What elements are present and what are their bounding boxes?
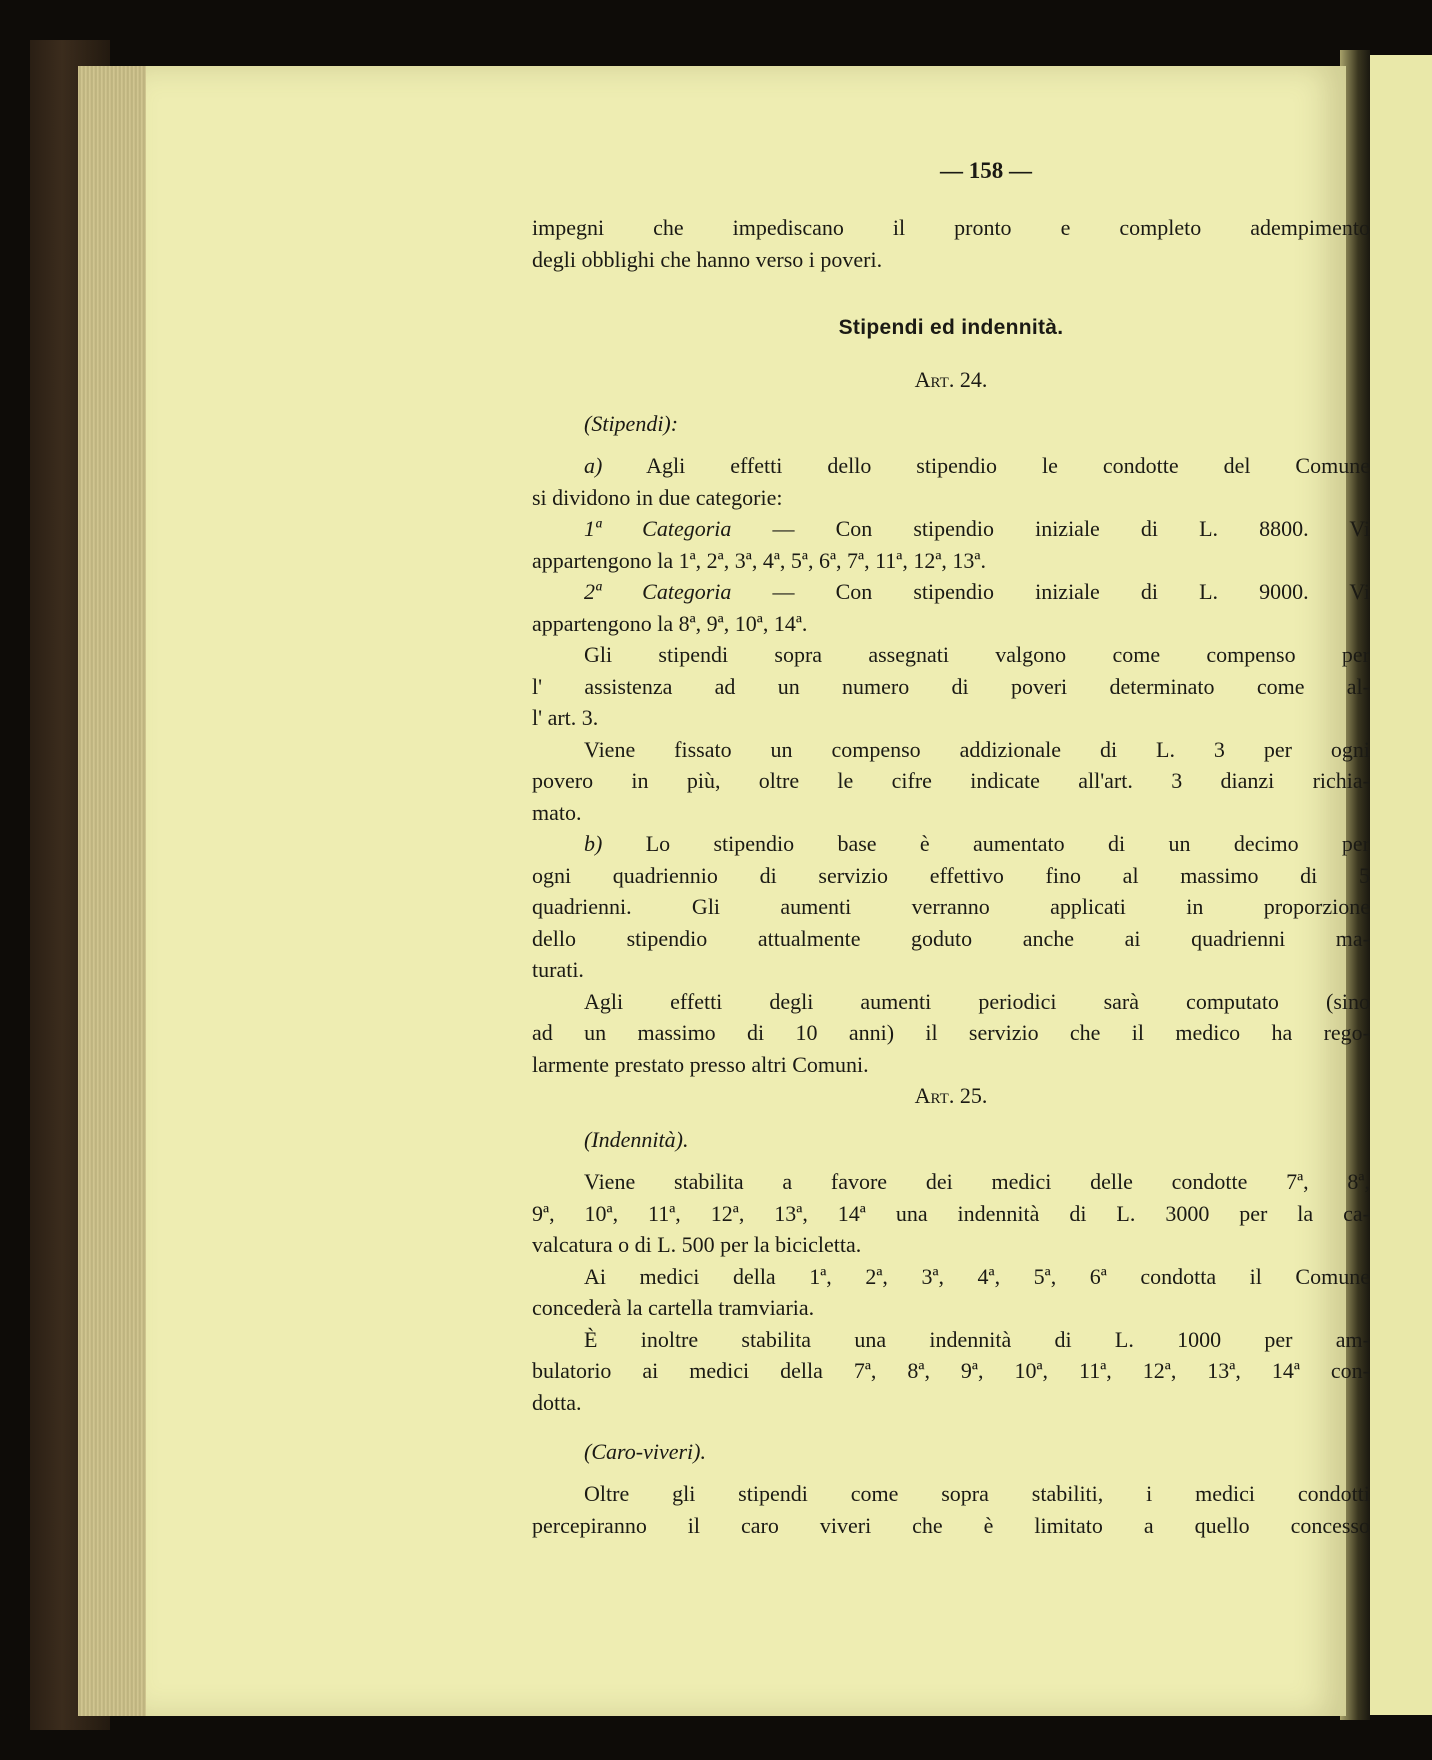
article-24-title: Art. 24. <box>914 367 988 392</box>
page-edges <box>78 66 150 1716</box>
article-25-body: Viene stabilita a favore dei medici delle condotte 7ª, 8ª, 9ª, 10ª, 11ª, 12ª, 13ª, 14ª una indennità di L. 3000 per la ca- valcatura o di L. 500 per la bicicletta. Ai medici della 1ª, 2ª, 3ª, 4ª, 5ª, 6ª condotta il Comune concederà la cartella tramviaria. È inoltre stabilita una indennità di L. 1000 per am- bulatorio ai medici della 7ª, 8ª, 9ª, 10ª, 11ª, 12ª, 13ª, 14ª con- dotta. <box>532 1169 1370 1415</box>
article-25-subtitle: (Indennità). <box>584 1127 689 1152</box>
clause-a: a) Agli effetti dello stipendio le condotte del Comune <box>584 453 1370 478</box>
facing-page-edge <box>1370 55 1432 1715</box>
article-25-title: Art. 25. <box>914 1083 988 1108</box>
book-page <box>146 66 1371 1716</box>
article-24-subtitle: (Stipendi): <box>584 411 679 436</box>
article-24-body: a) Agli effetti dello stipendio le condotte del Comune si dividono in due categorie: 1ª Categoria — Con stipendio iniziale di L. 8800. Vi appartengono la 1ª, 2ª, 3ª, 4ª, 5ª, 6ª, 7ª, 11ª, 12ª, 13ª. 2ª Categoria — Con stipendio iniziale di L. 9000. Vi appartengono la 8ª, 9ª, 10ª, 14ª. Gli stipendi sopra assegnati valgono come compenso per l' assistenza ad un numero di poveri determinato come al- l' art. 3. Viene fissato un compenso addizionale di L. 3 per ogni povero in più, oltre le cifre indicate all'art. 3 dianzi richia- mato. b) Lo stipendio base è aumentato di un decimo per ogni quadriennio di servizio effettivo fino al massimo di 5 quadrienni. Gli aumenti verranno applicati in proporzione dello stipendio attualmente goduto anche ai quadrienni ma- turati. Agli effetti degli aumenti periodici sarà computato (sino ad un massimo di 10 anni) il servizio che il medico ha rego- larmente prestato presso altri Comuni. <box>532 450 1370 1080</box>
clause-b: b) Lo stipendio base è aumentato di un decimo per <box>584 831 1371 856</box>
section-heading: Stipendi ed indennità. <box>838 316 1064 339</box>
page-number: — 158 — <box>940 158 1032 183</box>
category-2: 2ª Categoria — Con stipendio iniziale di L. 9000. Vi <box>584 579 1371 604</box>
caro-viveri-subtitle: (Caro-viveri). <box>584 1439 706 1464</box>
category-1: 1ª Categoria — Con stipendio iniziale di L. 8800. Vi <box>584 516 1371 541</box>
caro-viveri-body: Oltre gli stipendi come sopra stabiliti, i medici condotti percepiranno il caro viveri che è limitato a quello concesso <box>532 1481 1370 1538</box>
intro-paragraph: impegni che impediscano il pronto e completo adempimento degli obblighi che hanno verso i poveri. <box>532 215 1370 272</box>
